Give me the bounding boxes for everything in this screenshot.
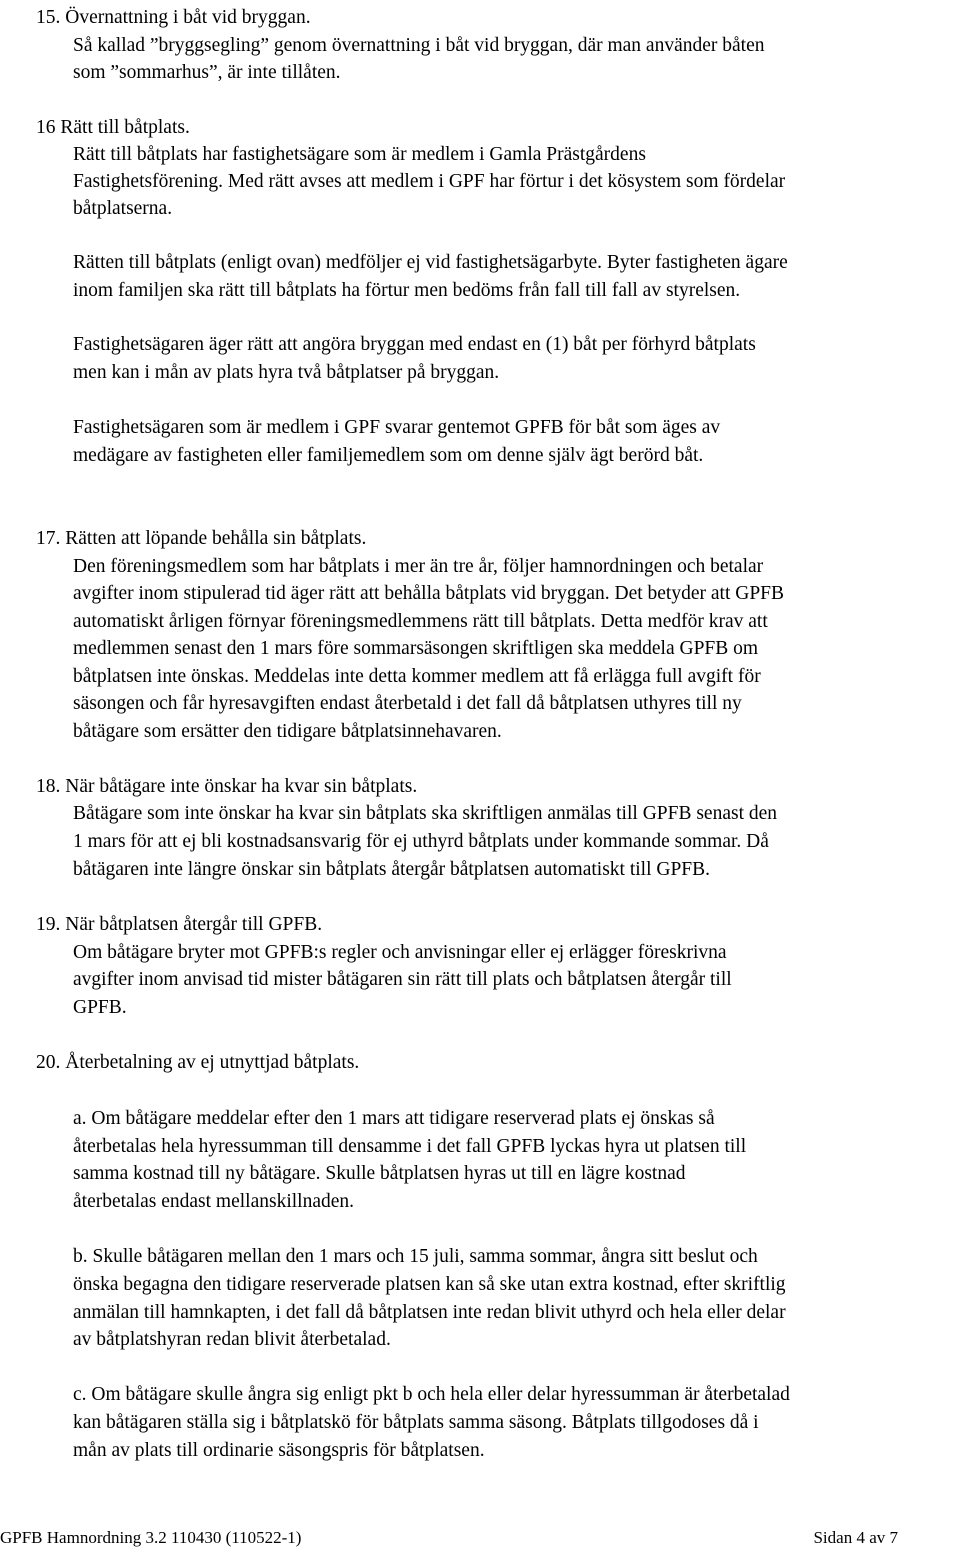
text-line: Så kallad ”bryggsegling” genom övernattning i båt vid bryggan, där man använder båten: [73, 35, 765, 56]
text-line: mån av plats till ordinarie säsongspris för båtplatsen.: [73, 1440, 485, 1461]
text-line: Fastighetsägaren som är medlem i GPF svarar gentemot GPFB för båt som äges av: [73, 417, 721, 438]
text-line: a. Om båtägare meddelar efter den 1 mars att tidigare reserverad plats ej önskas så: [73, 1108, 715, 1129]
footer-document-id: GPFB Hamnordning 3.2 110430 (110522-1): [0, 1528, 302, 1547]
text-line: GPFB.: [73, 997, 127, 1018]
text-line: båtägaren inte längre önskar sin båtplats återgår båtplatsen automatiskt till GPFB.: [73, 859, 711, 880]
text-line: inom familjen ska rätt till båtplats ha förtur men bedöms från fall till fall av styrelsen.: [73, 280, 741, 301]
text-line: båtplatserna.: [73, 198, 173, 219]
text-line: 1 mars för att ej bli kostnadsansvarig för ej uthyrd båtplats under kommande sommar. Då: [73, 831, 769, 852]
text-line: som ”sommarhus”, är inte tillåten.: [73, 62, 341, 83]
text-line: båtägare som ersätter den tidigare båtplatsinnehavaren.: [73, 721, 502, 742]
text-line: men kan i mån av plats hyra två båtplatser på bryggan.: [73, 362, 500, 383]
text-line: medägare av fastigheten eller familjemedlem som om denne själv ägt berörd båt.: [73, 445, 704, 466]
text-line: c. Om båtägare skulle ångra sig enligt pkt b och hela eller delar hyressumman är återbetalad: [73, 1384, 790, 1405]
text-line: b. Skulle båtägaren mellan den 1 mars och 15 juli, samma sommar, ångra sitt beslut och: [73, 1246, 758, 1267]
text-line: avgifter inom stipulerad tid äger rätt att behålla båtplats vid bryggan. Det betyder att GPFB: [73, 583, 785, 604]
text-line: automatiskt årligen förnyar föreningsmedlemmens rätt till båtplats. Detta medför krav att: [73, 611, 768, 632]
text-line: av båtplatshyran redan blivit återbetalad.: [73, 1329, 391, 1350]
section-heading: 17. Rätten att löpande behålla sin båtplats.: [36, 528, 367, 549]
text-line: Båtägare som inte önskar ha kvar sin båtplats ska skriftligen anmälas till GPFB senast den: [73, 803, 778, 824]
text-line: Om båtägare bryter mot GPFB:s regler och anvisningar eller ej erlägger föreskrivna: [73, 942, 727, 963]
section-heading: 19. När båtplatsen återgår till GPFB.: [36, 914, 323, 935]
text-line: återbetalas endast mellanskillnaden.: [73, 1191, 355, 1212]
text-line: önska begagna den tidigare reserverade platsen kan så ske utan extra kostnad, efter skriftlig: [73, 1274, 786, 1295]
text-line: kan båtägaren ställa sig i båtplatskö för båtplats samma säsong. Båtplats tillgodoses då i: [73, 1412, 759, 1433]
text-line: anmälan till hamnkapten, i det fall då båtplatsen inte redan blivit uthyrd och hela eller delar: [73, 1302, 786, 1323]
text-line: båtplatsen inte önskas. Meddelas inte detta kommer medlem att få erlägga full avgift för: [73, 666, 761, 687]
text-line: Den föreningsmedlem som har båtplats i mer än tre år, följer hamnordningen och betalar: [73, 556, 764, 577]
text-line: Fastighetsägaren äger rätt att angöra bryggan med endast en (1) båt per förhyrd båtplats: [73, 334, 756, 355]
footer-page-number: Sidan 4 av 7: [813, 1528, 898, 1547]
section-heading: 18. När båtägare inte önskar ha kvar sin båtplats.: [36, 776, 418, 797]
text-line: Fastighetsförening. Med rätt avses att medlem i GPF har förtur i det kösystem som fördelar: [73, 171, 786, 192]
section-heading: 16 Rätt till båtplats.: [36, 117, 190, 138]
text-line: samma kostnad till ny båtägare. Skulle båtplatsen hyras ut till en lägre kostnad: [73, 1163, 686, 1184]
text-line: Rätten till båtplats (enligt ovan) medföljer ej vid fastighetsägarbyte. Byter fastigheten ägare: [73, 252, 788, 273]
section-heading: 15. Övernattning i båt vid bryggan.: [36, 7, 311, 28]
text-line: återbetalas hela hyressumman till densamme i det fall GPFB lyckas hyra ut platsen till: [73, 1136, 747, 1157]
text-line: medlemmen senast den 1 mars före sommarsäsongen skriftligen ska meddela GPFB om: [73, 638, 759, 659]
text-line: säsongen och får hyresavgiften endast återbetald i det fall då båtplatsen uthyres till ny: [73, 693, 742, 714]
text-line: Rätt till båtplats har fastighetsägare som är medlem i Gamla Prästgårdens: [73, 144, 646, 165]
text-line: avgifter inom anvisad tid mister båtägaren sin rätt till plats och båtplatsen återgår till: [73, 969, 732, 990]
section-heading: 20. Återbetalning av ej utnyttjad båtplats.: [36, 1052, 360, 1073]
